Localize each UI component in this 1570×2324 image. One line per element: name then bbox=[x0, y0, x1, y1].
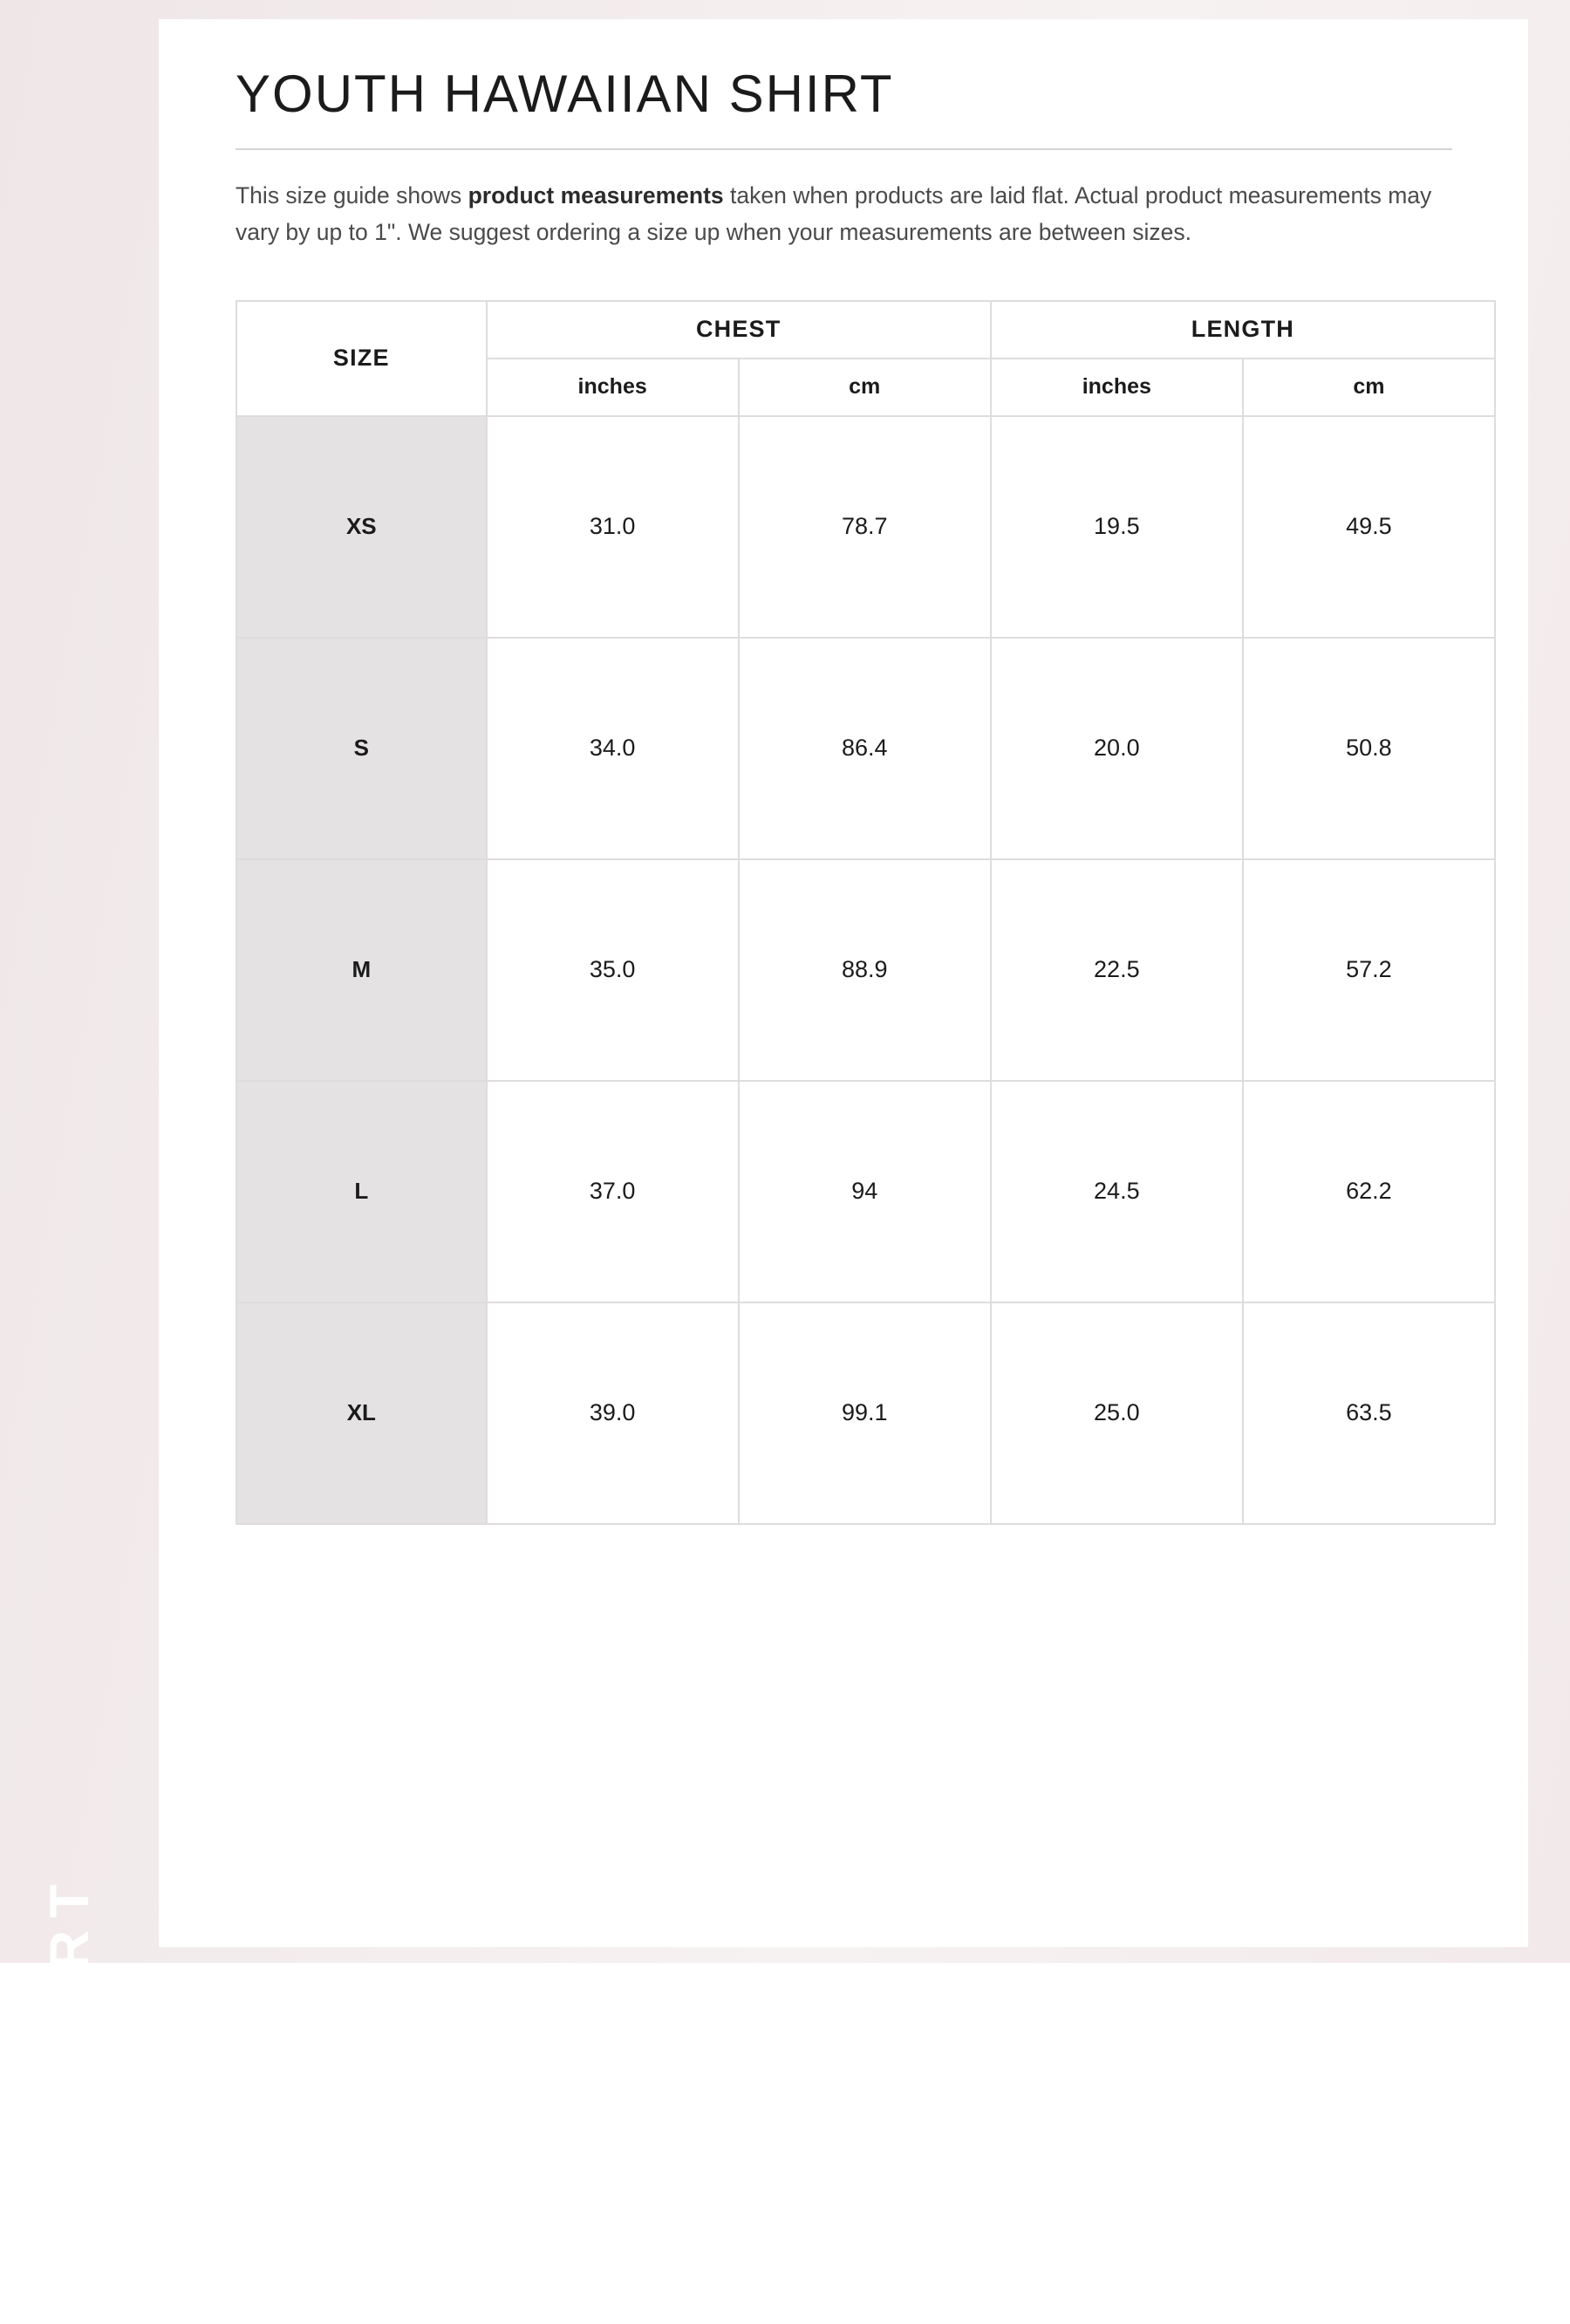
intro-part-2: taken when products are laid flat. Actual product measurements may vary by up to 1". We suggest ordering a size up when your measurements are between sizes. bbox=[236, 182, 1432, 245]
table-body bbox=[236, 416, 1495, 1524]
header-length-cm: cm bbox=[1243, 359, 1495, 416]
table-row bbox=[236, 1302, 1495, 1524]
cell-length-inches: 19.5 bbox=[991, 416, 1243, 638]
cell-chest-cm: 86.4 bbox=[739, 638, 991, 859]
cell-chest-inches: 37.0 bbox=[487, 1081, 739, 1302]
header-group-length: LENGTH bbox=[991, 301, 1495, 359]
table-row bbox=[236, 416, 1495, 638]
header-size: SIZE bbox=[236, 301, 487, 416]
side-band-label: SIZE CHART bbox=[39, 1872, 100, 2324]
cell-chest-inches: 39.0 bbox=[487, 1302, 739, 1524]
table-row bbox=[236, 859, 1495, 1081]
header-length-inches: inches bbox=[991, 359, 1243, 416]
cell-length-cm: 62.2 bbox=[1243, 1081, 1495, 1302]
cell-size: L bbox=[236, 1081, 487, 1302]
cell-length-cm: 50.8 bbox=[1243, 638, 1495, 859]
page-title: YOUTH HAWAIIAN SHIRT bbox=[236, 65, 894, 123]
cell-length-cm: 49.5 bbox=[1243, 416, 1495, 638]
cell-size: M bbox=[236, 859, 487, 1081]
cell-chest-inches: 34.0 bbox=[487, 638, 739, 859]
content-card bbox=[159, 19, 1528, 1947]
header-chest-inches: inches bbox=[487, 359, 739, 416]
header-group-chest: CHEST bbox=[487, 301, 991, 359]
table-row bbox=[236, 638, 1495, 859]
cell-chest-cm: 88.9 bbox=[739, 859, 991, 1081]
cell-chest-cm: 99.1 bbox=[739, 1302, 991, 1524]
header-chest-cm: cm bbox=[739, 359, 991, 416]
cell-size: XL bbox=[236, 1302, 487, 1524]
card-inner bbox=[236, 63, 1452, 1525]
cell-length-inches: 25.0 bbox=[991, 1302, 1243, 1524]
cell-length-inches: 24.5 bbox=[991, 1081, 1243, 1302]
table-header-row-groups bbox=[236, 301, 1495, 359]
title-divider bbox=[236, 148, 1452, 150]
intro-bold: product measurements bbox=[468, 182, 724, 208]
cell-chest-inches: 31.0 bbox=[487, 416, 739, 638]
size-chart-table bbox=[236, 300, 1496, 1525]
cell-size: S bbox=[236, 638, 487, 859]
cell-length-cm: 57.2 bbox=[1243, 859, 1495, 1081]
cell-chest-inches: 35.0 bbox=[487, 859, 739, 1081]
table-row bbox=[236, 1081, 1495, 1302]
cell-chest-cm: 78.7 bbox=[739, 416, 991, 638]
cell-length-inches: 22.5 bbox=[991, 859, 1243, 1081]
cell-length-inches: 20.0 bbox=[991, 638, 1243, 859]
cell-size: XS bbox=[236, 416, 487, 638]
table-head bbox=[236, 301, 1495, 416]
cell-length-cm: 63.5 bbox=[1243, 1302, 1495, 1524]
cell-chest-cm: 94 bbox=[739, 1081, 991, 1302]
intro-paragraph bbox=[236, 178, 1452, 251]
intro-part-1: This size guide shows bbox=[236, 182, 468, 208]
side-band bbox=[0, 0, 159, 2324]
